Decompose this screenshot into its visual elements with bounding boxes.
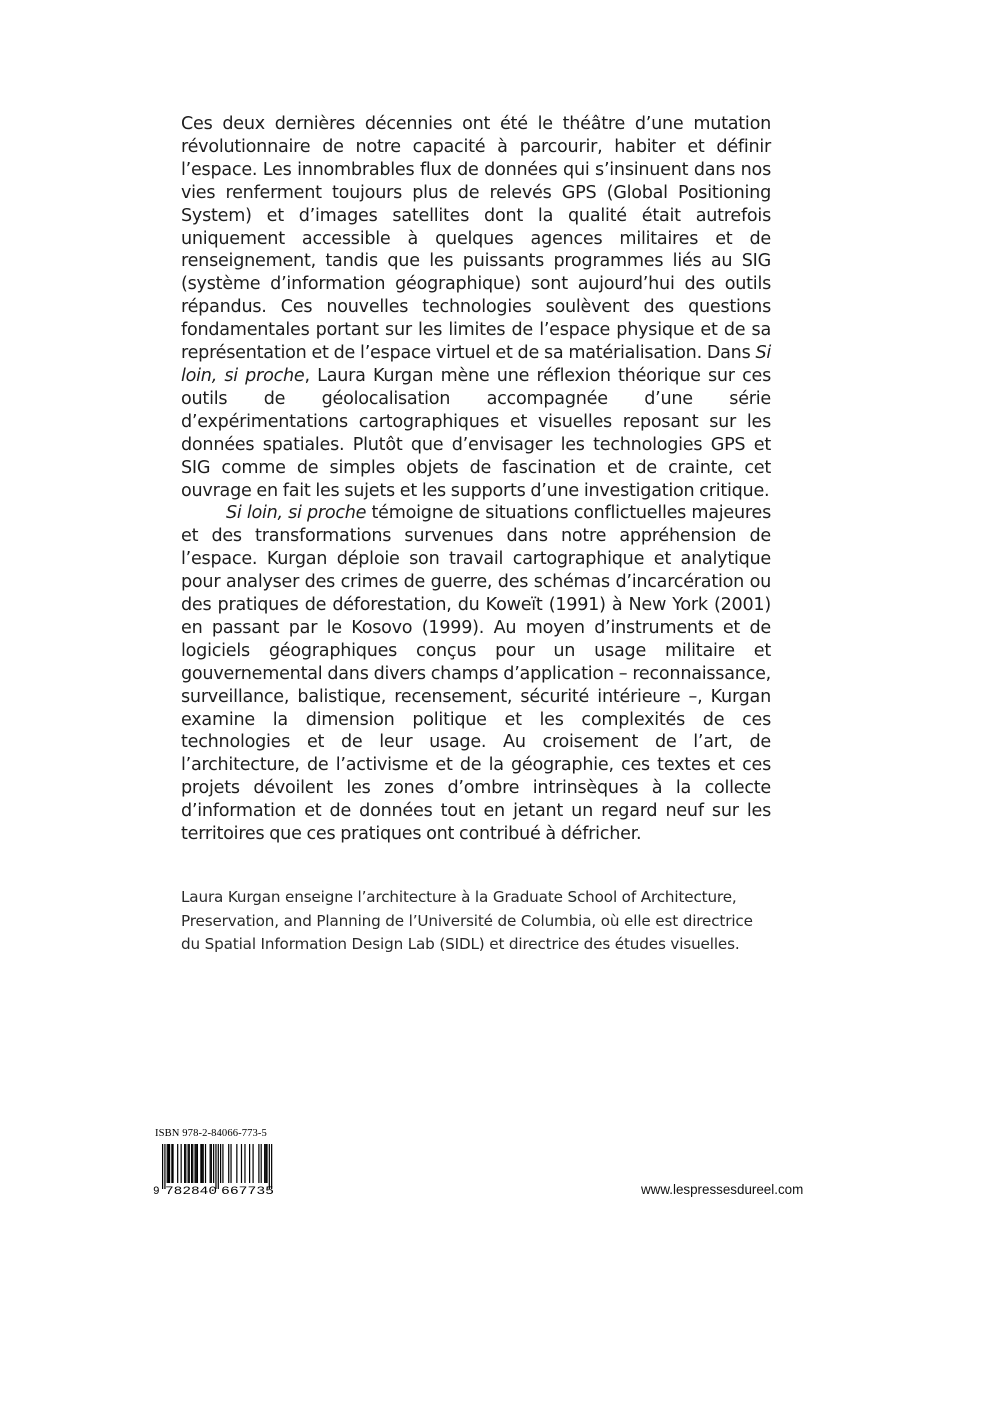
description-paragraph-2: [181, 502, 771, 846]
barcode-bar: [264, 1144, 265, 1183]
barcode-bar: [244, 1144, 245, 1183]
author-bio-line: Laura Kurgan enseigne l’architecture à la Graduate School of Architecture,: [181, 888, 737, 906]
barcode-bar: [215, 1144, 216, 1189]
barcode-bar: [269, 1144, 270, 1189]
barcode-bar: [258, 1144, 259, 1183]
barcode-icon: [153, 1144, 278, 1196]
back-cover-description: [181, 113, 771, 846]
barcode-bar: [164, 1144, 165, 1189]
barcode-bar: [261, 1144, 262, 1183]
barcode-bar: [218, 1144, 219, 1189]
barcode-digit-first: 9: [153, 1186, 160, 1196]
barcode-bar: [201, 1144, 202, 1183]
book-title-italic: Si loin, si proche: [181, 343, 771, 386]
barcode-bar: [230, 1144, 231, 1183]
barcode-bar: [266, 1144, 267, 1183]
barcode-bar: [213, 1144, 214, 1183]
paragraph-1-text-end: , Laura Kurgan mène une réflexion théorique sur ces outils de géolocalisation accompagnée d’une série d’expérimentations cartographiques et visuelles reposant sur les données spatiales. Plutôt que d’envisager les technologies GPS et SIG comme de simples objets de fascination et de crainte, cet ouvrage en fait les sujets et les supports d’une investigation critique.: [181, 365, 771, 501]
barcode-bar: [211, 1144, 212, 1183]
author-bio: [181, 886, 781, 957]
barcode-bar: [185, 1144, 186, 1183]
barcode-bar: [184, 1144, 185, 1183]
barcode-bar: [228, 1144, 229, 1183]
barcode-bar: [196, 1144, 197, 1183]
publisher-website[interactable]: www.lespressesdureel.com: [641, 1182, 804, 1197]
barcode-bar: [241, 1144, 242, 1183]
barcode-bar: [171, 1144, 172, 1183]
barcode-bar: [249, 1144, 250, 1183]
paragraph-1-text-start: Ces deux dernières décennies ont été le théâtre d’une mutation révolutionnaire de notre capacité à parcourir, habiter et définir l’espace. Les innombrables flux de données qui s’insinuent dans nos vies renferment toujours plus de relevés GPS (Global Positioning System) et d’images satellites dont la qualité était autrefois uniquement accessible à quelques agences militaires et de renseignement, tandis que les puissants programmes liés au SIG (système d’information géographique) sont aujourd’hui des outils répandus. Ces nouvelles technologies soulèvent des questions fondamentales portant sur les limites de l’espace physique et de sa représentation et de l’espace virtuel et de sa matérialisation. Dans: [181, 114, 771, 364]
barcode-bar: [191, 1144, 192, 1183]
description-paragraph-1: [181, 113, 771, 502]
barcode-bar: [194, 1144, 195, 1183]
barcode-bar: [210, 1144, 211, 1183]
isbn-label: ISBN 978-2-84066-773-5: [155, 1128, 267, 1139]
barcode-bar: [177, 1144, 178, 1183]
barcode-bar: [200, 1144, 201, 1183]
barcode-bar: [205, 1144, 206, 1183]
author-bio-line: Preservation, and Planning de l’Université de Columbia, où elle est directrice: [181, 911, 753, 930]
barcode-bar: [271, 1144, 272, 1189]
barcode-bar: [197, 1144, 198, 1183]
barcode-bar: [222, 1144, 223, 1183]
barcode-digits-left: 782840: [165, 1186, 217, 1196]
isbn-block: [153, 1128, 283, 1196]
author-bio-line: du Spatial Information Design Lab (SIDL) et directrice des études visuelles.: [181, 935, 740, 953]
barcode-bar: [252, 1144, 253, 1183]
barcode-bar: [169, 1144, 170, 1183]
paragraph-2-text: témoigne de situations conflictuelles majeures et des transformations survenues dans notre appréhension de l’espace. Kurgan déploie son travail cartographique et analytique pour analyser des crimes de guerre, des schémas d’incarcération ou des pratiques de déforestation, du Koweït (1991) à New York (2001) en passant par le Kosovo (1999). Au moyen d’instruments et de logiciels géographiques conçus pour un usage militaire et gouvernemental dans divers champs d’application – reconnaissance, surveillance, balistique, recensement, sécurité intérieure –, Kurgan examine la dimension politique et les complexités de ces technologies et de leur usage. Au croisement de l’art, de l’architecture, de l’activisme et de la géographie, ces textes et ces projets dévoilent les zones d’ombre intrinsèques à la collecte d’information et de données tout en jetant un regard neuf sur les territoires que ces pratiques ont contribué à défricher.: [181, 503, 771, 845]
barcode-bar: [181, 1144, 182, 1183]
barcode-bar: [265, 1144, 266, 1183]
barcode-digits-right: 667735: [221, 1186, 274, 1196]
barcode-bar: [162, 1144, 163, 1189]
barcode-bar: [172, 1144, 173, 1183]
book-title-italic: Si loin, si proche: [226, 503, 367, 524]
barcode-bar: [203, 1144, 204, 1183]
barcode-bar: [168, 1144, 169, 1183]
barcode-bar: [188, 1144, 189, 1183]
barcode-bar: [220, 1144, 221, 1183]
barcode-bar: [189, 1144, 190, 1183]
barcode-bar: [192, 1144, 193, 1183]
barcode-bar: [167, 1144, 168, 1183]
barcode-bar: [236, 1144, 237, 1183]
